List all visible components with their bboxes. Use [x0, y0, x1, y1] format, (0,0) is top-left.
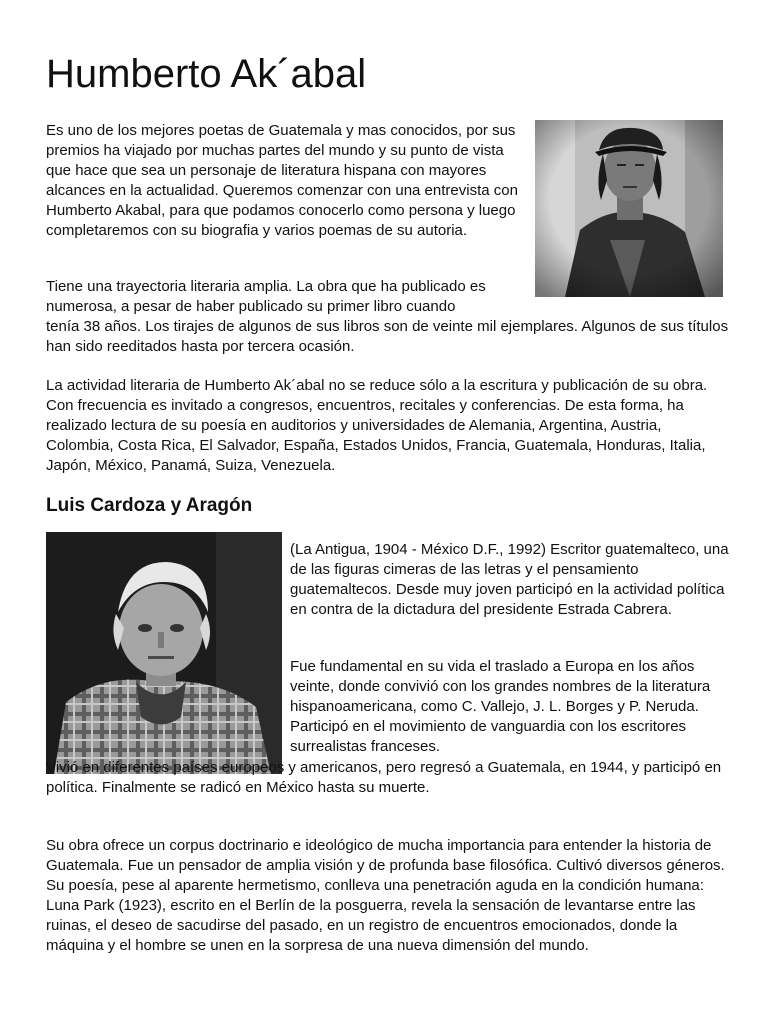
section-heading-cardoza: Luis Cardoza y Aragón — [46, 495, 253, 516]
paragraph-akabal-intro: Es uno de los mejores poetas de Guatemala y mas conocidos, por sus premios ha viajado por muchas partes del mundo y su punto de vista que hace que sea un personaje de literatura hispana con mayores alcances en la actualidad. Queremos comenzar con una entrevista con Humberto Akabal, para que podamos conocerlo como persona y luego completaremos con su biografia y varios poemas de su autoria. — [46, 122, 518, 239]
paragraph-cardoza-bio: (La Antigua, 1904 - México D.F., 1992) Escritor guatemalteco, una de las figuras cimeras de las letras y el pensamiento guatemaltecos. Desde muy joven participó en la actividad política en contra de la dictadura del presidente Estrada Cabrera. — [290, 541, 729, 618]
paragraph-cardoza-europa-part2: Vivió en diferentes países europeos y americanos, pero regresó a Guatemala, en 1944, y participó en política. Finalmente se radicó en México hasta su muerte. — [46, 759, 722, 796]
paragraph-akabal-actividad: La actividad literaria de Humberto Ak´abal no se reduce sólo a la escritura y publicación de su obra. Con frecuencia es invitado a congresos, encuentros, recitales y conferencias. De esta forma, ha realizado lectura de su poesía en auditorios y universidades de Alemania, Argentina, Austria, Colombia, Costa Rica, El Salvador, España, Estados Unidos, Francia, Guatemala, Honduras, Italia, Japón, México, Panamá, Suiza, Venezuela. — [46, 377, 708, 474]
paragraph-cardoza-obra: Su obra ofrece un corpus doctrinario e ideológico de mucha importancia para entender la historia de Guatemala. Fue un pensador de amplia visión y de profunda base filosófica. Cultivó diversos géneros. Su poesía, pese al aparente hermetismo, conlleva una penetración aguda en la condición humana: Luna Park (1923), escrito en el Berlín de la posguerra, revela la sensación de levantarse entre las ruinas, el deseo de sacudirse del pasado, en un registro de encuentros emocionados, donde la máquina y el hombre se unen en la sorpresa de una nueva dimensión del mundo. — [46, 837, 725, 954]
paragraph-akabal-trayectoria-part1: Tiene una trayectoria literaria amplia. La obra que ha publicado es numerosa, a pesar de haber publicado su primer libro cuando — [46, 278, 486, 315]
page-title: Humberto Ak´abal — [46, 52, 367, 96]
portrait-humberto-akabal — [535, 120, 723, 297]
paragraph-akabal-trayectoria — [46, 277, 736, 357]
paragraph-akabal-trayectoria-part2: tenía 38 años. Los tirajes de algunos de sus libros son de veinte mil ejemplares. Algunos de sus títulos han sido reeditados hasta por tercera ocasión. — [46, 317, 729, 355]
portrait-luis-cardoza-y-aragon — [46, 532, 282, 774]
paragraph-cardoza-europa-part1: Fue fundamental en su vida el traslado a Europa en los años veinte, donde convivió con los grandes nombres de la literatura hispanoamericana, como C. Vallejo, J. L. Borges y P. Neruda. Participó en el movimiento de vanguardia con los escritores surrealistas franceses. — [290, 658, 711, 755]
